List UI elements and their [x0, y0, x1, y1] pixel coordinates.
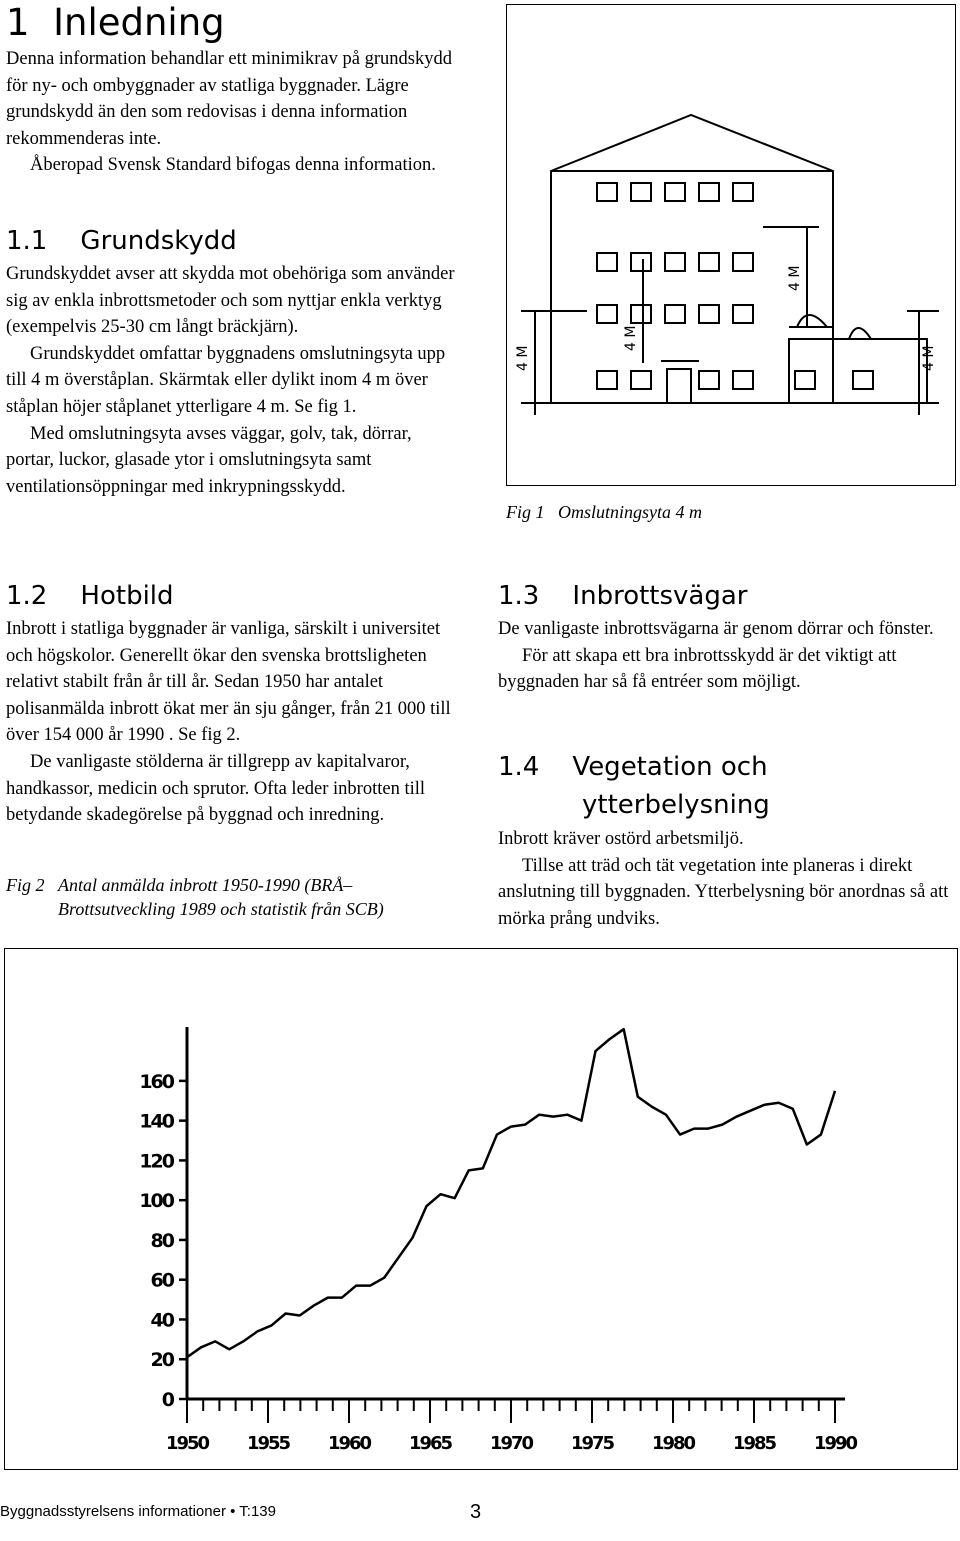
section-inbrottsvagar [498, 580, 956, 696]
footer [0, 1503, 276, 1520]
x-tick-label: 1955 [246, 1433, 290, 1454]
section-heading: 1.1 Grundskydd [6, 226, 237, 256]
dimension-label: 4 M [787, 265, 803, 291]
paragraph: Inbrott kräver ostörd arbetsmiljö. [498, 829, 744, 849]
y-tick-label: 20 [150, 1349, 173, 1372]
y-tick-label: 120 [139, 1150, 173, 1173]
figure-2-caption: Fig 2 Antal anmälda inbrott 1950-1990 (BRÅ– Brottsutveckling 1989 och statistik från SCB) [6, 875, 384, 919]
dimension-label: 4 M [921, 345, 937, 371]
building-illustration [507, 5, 954, 484]
paragraph: De vanligaste inbrottsvägarna är genom dörrar och fönster. [498, 619, 934, 639]
dimension-label: 4 M [623, 325, 639, 351]
x-tick-label: 1970 [489, 1433, 533, 1454]
footer-bullet: • [230, 1503, 236, 1520]
x-tick-label: 1990 [813, 1433, 857, 1454]
paragraph: Denna information behandlar ett minimikrav på grundskydd för ny- och ombyggnader av statliga byggnader. Lägre grundskydd än den som redovisas i denna information rekommenderas inte. [6, 49, 452, 149]
page-number: 3 [470, 1501, 482, 1523]
y-tick-label: 0 [161, 1389, 173, 1411]
section-heading: 1.2 Hotbild [6, 581, 174, 611]
x-tick-label: 1975 [570, 1433, 614, 1454]
section-inledning [6, 2, 461, 179]
y-tick-label: 60 [150, 1269, 173, 1292]
paragraph: Åberopad Svensk Standard bifogas denna information. [30, 155, 436, 176]
paragraph: Med omslutningsyta avses väggar, golv, tak, dörrar, portar, luckor, glasade ytor i omslutningsyta samt ventilationsöppningar med inkrypningsskydd. [6, 423, 412, 497]
x-tick-label: 1985 [732, 1433, 776, 1454]
x-tick-label: 1965 [408, 1433, 452, 1454]
section-vegetation [498, 748, 956, 932]
section-heading: 1.3 Inbrottsvägar [498, 581, 748, 611]
paragraph: Grundskyddet omfattar byggnadens omslutningsyta upp till 4 m överståplan. Skärmtak eller dylikt inom 4 m över ståplan höjer ståplanet ytterligare 4 m. Se fig 1. [6, 343, 446, 417]
paragraph: Inbrott i statliga byggnader är vanliga, särskilt i universitet och högskolor. Generellt ökar den svenska brottsligheten relativt stabilt från år till år. Sedan 1950 har antalet polisanmälda inbrott ökat mer än sju gånger, från 21 000 till över 154 000 år 1990 . Se fig 2. [6, 619, 451, 746]
dimension-label: 4 M [515, 345, 531, 371]
paragraph: De vanligaste stölderna är tillgrepp av kapitalvaror, handkassor, medicin och sprutor. Ofta leder inbrotten till betydande skadegörelse på byggnad och inredning. [6, 751, 426, 826]
section-heading-line2: ytterbelysning [582, 790, 770, 820]
y-tick-label: 160 [139, 1070, 173, 1093]
series-line [187, 1029, 835, 1357]
paragraph: För att skapa ett bra inbrottsskydd är det viktigt att byggnaden har så få entréer som möjligt. [498, 645, 897, 693]
y-tick-label: 140 [139, 1110, 173, 1133]
y-tick-label: 40 [150, 1309, 173, 1332]
y-tick-label: 100 [139, 1190, 173, 1213]
section-heading: 1 Inledning [6, 1, 225, 44]
figure-2-frame [4, 948, 958, 1470]
section-grundskydd [6, 225, 461, 500]
section-heading: 1.4 Vegetation och [498, 752, 768, 782]
footer-code: T:139 [239, 1503, 276, 1520]
line-chart [5, 949, 956, 1468]
x-tick-label: 1950 [165, 1433, 209, 1454]
x-tick-label: 1980 [651, 1433, 695, 1454]
section-hotbild [6, 580, 461, 829]
paragraph: Tillse att träd och tät vegetation inte planeras i direkt anslutning till byggnaden. Ytterbelysning bör anordnas så att mörka prång undviks. [498, 855, 949, 929]
figure-1-caption: Fig 1 Omslutningsyta 4 m [506, 502, 702, 522]
footer-publication: Byggnadsstyrelsens informationer [0, 1503, 226, 1520]
x-tick-label: 1960 [327, 1433, 371, 1454]
figure-1-frame [506, 4, 956, 486]
paragraph: Grundskyddet avser att skydda mot obehöriga som använder sig av enkla inbrottsmetoder och som nyttjar enkla verktyg (exempelvis 25-30 cm långt bräckjärn). [6, 264, 455, 338]
y-tick-label: 80 [150, 1229, 173, 1252]
